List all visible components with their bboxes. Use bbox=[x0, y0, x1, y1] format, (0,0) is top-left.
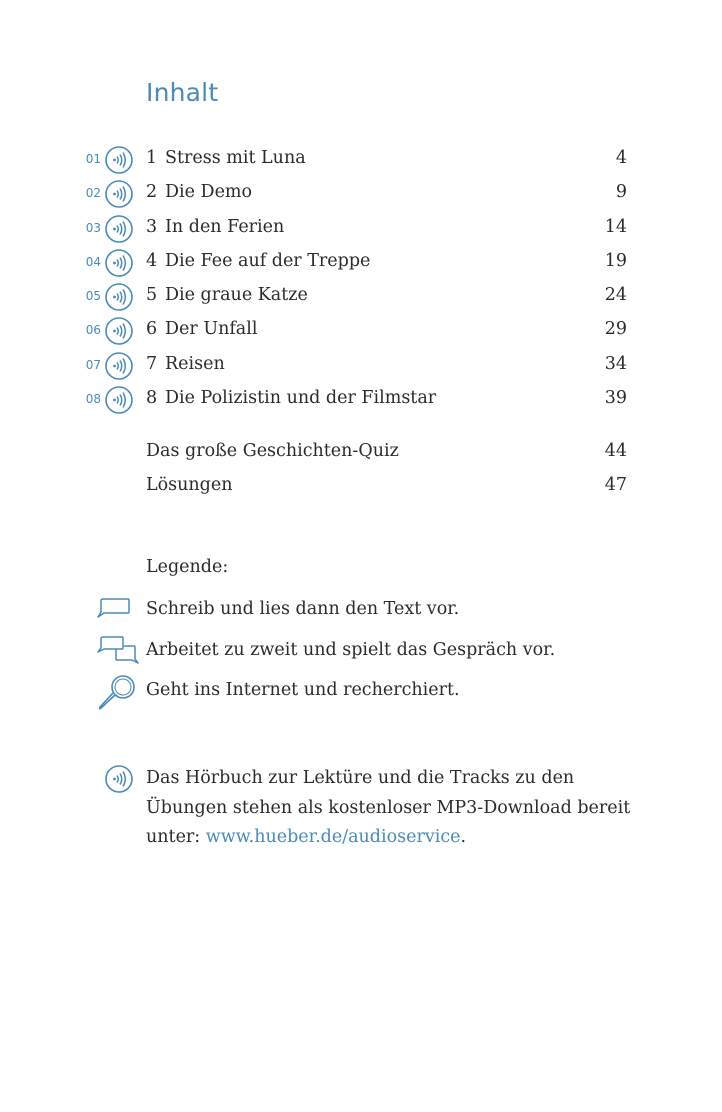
audio-download-note bbox=[146, 764, 646, 853]
toc-extras bbox=[0, 436, 722, 505]
legend-item-pair bbox=[0, 632, 722, 668]
audioservice-link[interactable]: www.hueber.de/audioservice bbox=[205, 827, 461, 847]
toc-row[interactable] bbox=[0, 280, 722, 314]
page-number: 4 bbox=[615, 148, 627, 168]
note-text: Das Hörbuch zur Lektüre und die Tracks zu den Übungen stehen als kostenloser MP3-Download bereit unter: bbox=[146, 768, 631, 847]
audio-icon[interactable] bbox=[104, 385, 134, 415]
chapter-number: 4 bbox=[146, 250, 158, 271]
audio-icon[interactable] bbox=[104, 351, 134, 381]
chapter-title: Die graue Katze bbox=[165, 285, 308, 306]
two-speech-bubbles-icon bbox=[94, 632, 144, 672]
audio-icon[interactable] bbox=[104, 316, 134, 346]
chapter-title: Die Demo bbox=[165, 182, 253, 203]
page-number: 14 bbox=[604, 216, 627, 237]
page-number: 9 bbox=[615, 182, 627, 203]
legend-item-internet bbox=[0, 672, 722, 708]
toc-row[interactable] bbox=[0, 212, 722, 246]
chapter-title: Die Polizistin und der Filmstar bbox=[165, 388, 437, 409]
track-number: 08 bbox=[85, 392, 101, 407]
magnifier-icon bbox=[94, 672, 144, 712]
audio-icon[interactable] bbox=[104, 145, 134, 175]
speech-bubble-icon bbox=[94, 591, 144, 631]
track-number: 04 bbox=[85, 254, 101, 269]
track-number: 02 bbox=[85, 186, 101, 201]
audio-icon bbox=[104, 764, 134, 794]
chapter-title: Reisen bbox=[165, 353, 225, 374]
audio-icon[interactable] bbox=[104, 248, 134, 278]
chapter-number: 7 bbox=[146, 353, 158, 374]
note-suffix: . bbox=[460, 827, 467, 847]
legend-item-write bbox=[0, 591, 722, 627]
section-title: Das große Geschichten-Quiz bbox=[146, 441, 399, 461]
chapter-number: 3 bbox=[146, 216, 158, 237]
chapter-number: 8 bbox=[146, 388, 158, 409]
toc-row[interactable] bbox=[0, 177, 722, 211]
audio-icon[interactable] bbox=[104, 179, 134, 209]
page-title: Inhalt bbox=[146, 78, 219, 107]
toc-row[interactable] bbox=[0, 314, 722, 348]
page-number: 34 bbox=[604, 353, 627, 374]
legend-text: Schreib und lies dann den Text vor. bbox=[146, 599, 460, 619]
table-of-contents bbox=[0, 143, 722, 417]
legend-label: Legende: bbox=[146, 557, 229, 577]
chapter-number: 2 bbox=[146, 182, 158, 203]
audio-icon[interactable] bbox=[104, 214, 134, 244]
page-number: 39 bbox=[604, 388, 627, 409]
page-number: 47 bbox=[604, 475, 627, 496]
section-title: Lösungen bbox=[146, 475, 233, 496]
toc-row-solutions[interactable] bbox=[0, 470, 722, 504]
track-number: 01 bbox=[85, 152, 101, 166]
chapter-title: In den Ferien bbox=[165, 216, 285, 237]
page-number: 24 bbox=[604, 285, 627, 306]
chapter-number: 6 bbox=[146, 319, 158, 340]
track-number: 05 bbox=[85, 289, 101, 304]
page-number: 44 bbox=[604, 441, 627, 461]
audio-icon[interactable] bbox=[104, 282, 134, 312]
chapter-number: 1 bbox=[146, 148, 158, 168]
track-number: 06 bbox=[85, 323, 101, 338]
toc-row-quiz[interactable] bbox=[0, 436, 722, 470]
chapter-number: 5 bbox=[146, 285, 158, 306]
toc-row[interactable] bbox=[0, 383, 722, 417]
track-number: 07 bbox=[85, 357, 101, 372]
chapter-title: Stress mit Luna bbox=[165, 148, 306, 168]
legend-text: Geht ins Internet und recherchiert. bbox=[146, 680, 460, 700]
toc-row[interactable] bbox=[0, 349, 722, 383]
chapter-title: Der Unfall bbox=[165, 319, 258, 340]
toc-row[interactable] bbox=[0, 143, 722, 177]
toc-row[interactable] bbox=[0, 246, 722, 280]
page-number: 29 bbox=[604, 319, 627, 340]
legend-text: Arbeitet zu zweit und spielt das Gespräch vor. bbox=[146, 640, 556, 660]
chapter-title: Die Fee auf der Treppe bbox=[165, 250, 371, 271]
page-number: 19 bbox=[604, 250, 627, 271]
track-number: 03 bbox=[85, 220, 101, 235]
